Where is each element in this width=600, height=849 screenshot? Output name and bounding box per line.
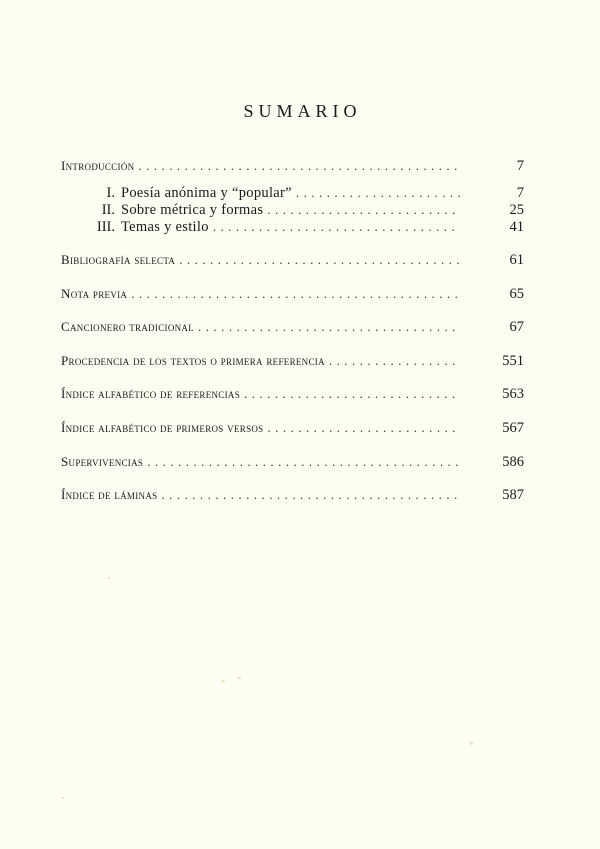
paper-speck [238, 677, 241, 679]
toc-entry-label: Índice alfabético de referencias [61, 386, 241, 401]
toc-subentry-poesia-anonima[interactable] [61, 185, 524, 203]
toc-entry-indice-referencias[interactable] [61, 386, 524, 404]
dot-leader [179, 252, 460, 268]
toc-entry-label: Temas y estilo [121, 219, 209, 235]
toc-entry-page: 551 [502, 353, 524, 369]
dot-leader [296, 185, 460, 201]
roman-numeral: III. [96, 219, 115, 235]
toc-entry-supervivencias[interactable] [61, 454, 524, 472]
toc-entry-introduccion[interactable] [61, 158, 524, 176]
toc-entry-page: 586 [502, 454, 524, 470]
paper-speck [62, 797, 64, 799]
toc-entry-label: Bibliografía selecta [61, 252, 176, 267]
dot-leader [244, 386, 460, 402]
toc-subentry-sobre-metrica[interactable] [61, 202, 524, 220]
toc-entry-label: Sobre métrica y formas [121, 202, 264, 218]
dot-leader [329, 353, 460, 369]
toc-entry-page: 587 [502, 487, 524, 503]
toc-entry-page: 61 [509, 252, 524, 268]
roman-numeral: II. [101, 202, 115, 218]
toc-entry-page: 41 [509, 219, 524, 235]
roman-numeral: I. [106, 185, 115, 201]
toc-entry-cancionero[interactable] [61, 319, 524, 337]
toc-entry-label: Supervivencias [61, 454, 144, 469]
dot-leader [147, 454, 460, 470]
toc-entry-label: Nota previa [61, 286, 128, 301]
paper-speck [108, 577, 110, 579]
toc-entry-nota-previa[interactable] [61, 286, 524, 304]
toc-subentry-temas-estilo[interactable] [61, 219, 524, 237]
toc-entry-label: Índice alfabético de primeros versos [61, 420, 264, 435]
toc-entry-page: 7 [516, 185, 524, 201]
dot-leader [138, 158, 460, 174]
toc-entry-label: Índice de láminas [61, 487, 158, 502]
toc-entry-indice-laminas[interactable] [61, 487, 524, 505]
toc-entry-indice-primeros-versos[interactable] [61, 420, 524, 438]
toc-entry-label: Procedencia de los textos o primera referencia [61, 353, 325, 368]
dot-leader [198, 319, 460, 335]
toc-entry-label: Introducción [61, 158, 135, 173]
dot-leader [213, 219, 460, 235]
toc-entry-page: 563 [502, 386, 524, 402]
toc-entry-bibliografia[interactable] [61, 252, 524, 270]
toc-entry-page: 65 [509, 286, 524, 302]
toc-entry-label: Poesía anónima y “popular” [121, 185, 292, 201]
page-title: SUMARIO [243, 101, 362, 121]
dot-leader [161, 487, 460, 503]
dot-leader [131, 286, 460, 302]
paper-speck [470, 742, 473, 745]
toc-entry-page: 67 [509, 319, 524, 335]
toc-entry-page: 25 [509, 202, 524, 218]
toc-entry-page: 567 [502, 420, 524, 436]
toc-entry-label: Cancionero tradicional [61, 319, 195, 334]
toc-entry-page: 7 [516, 158, 524, 174]
paper-speck [221, 680, 225, 682]
dot-leader [267, 202, 460, 218]
dot-leader [267, 420, 460, 436]
toc-entry-procedencia[interactable] [61, 353, 524, 371]
